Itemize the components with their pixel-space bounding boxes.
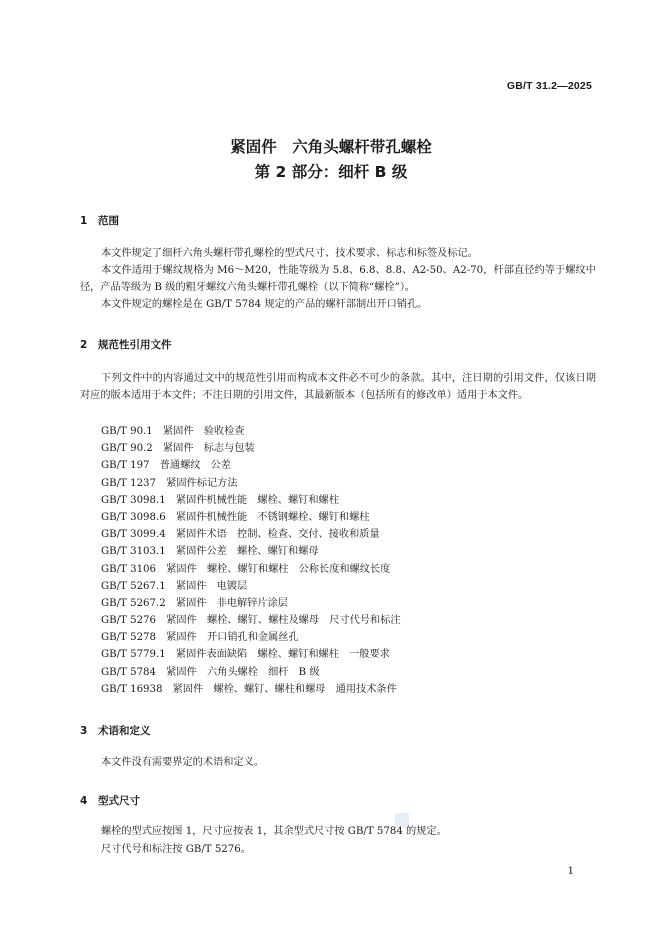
section-number: 2 bbox=[80, 339, 88, 351]
reference-item: GB/T 3103.1 紧固件公差 螺栓、螺钉和螺母 bbox=[101, 546, 319, 558]
reference-item: GB/T 5276 紧固件 螺栓、螺钉、螺柱及螺母 尺寸代号和标注 bbox=[101, 615, 401, 627]
document-code: GB/T 31.2—2025 bbox=[506, 80, 592, 92]
paragraph: 尺寸代号和标注按 GB/T 5276。 bbox=[101, 844, 251, 855]
section-number: 3 bbox=[80, 725, 88, 737]
paragraph: 下列文件中的内容通过文中的规范性引用而构成本文件必不可少的条款。其中，注日期的引用文件，仅该日期对应的版本适用于本文件；不注日期的引用文件，其最新版本（包括所有的修改单）适用于本文件。 bbox=[80, 373, 596, 401]
reference-item: GB/T 5267.2 紧固件 非电解锌片涂层 bbox=[101, 597, 288, 609]
paragraph: 本文件规定的螺栓是在 GB/T 5784 规定的产品的螺杆部制出开口销孔。 bbox=[101, 299, 428, 310]
reference-item: GB/T 1237 紧固件标记方法 bbox=[101, 477, 238, 489]
reference-item: GB/T 3098.6 紧固件机械性能 不锈钢螺栓、螺钉和螺柱 bbox=[101, 511, 370, 523]
reference-list bbox=[101, 423, 401, 698]
section-number: 4 bbox=[80, 795, 88, 807]
paragraph: 本文件规定了细杆六角头螺杆带孔螺栓的型式尺寸、技术要求、标志和标签及标记。 bbox=[101, 248, 478, 259]
section-heading-terms bbox=[80, 723, 151, 738]
reference-item: GB/T 16938 紧固件 螺栓、螺钉、螺柱和螺母 通用技术条件 bbox=[101, 683, 397, 695]
reference-item: GB/T 90.1 紧固件 验收检查 bbox=[101, 426, 245, 437]
reference-item: GB/T 5779.1 紧固件表面缺陷 螺栓、螺钉和螺柱 一般要求 bbox=[101, 649, 390, 661]
section-heading-normative-references bbox=[80, 337, 172, 352]
paragraph: 螺栓的型式应按图 1，尺寸应按表 1，其余型式尺寸按 GB/T 5784 的规定。 bbox=[101, 826, 447, 837]
reference-item: GB/T 5278 紧固件 开口销孔和金属丝孔 bbox=[101, 632, 299, 644]
reference-item: GB/T 3106 紧固件 螺栓、螺钉和螺柱 公称长度和螺纹长度 bbox=[101, 563, 391, 575]
section-heading-scope bbox=[80, 213, 119, 228]
section-title: 规范性引用文件 bbox=[98, 339, 172, 351]
section-heading-dimensions bbox=[80, 793, 140, 808]
reference-item: GB/T 3099.4 紧固件术语 控制、检查、交付、接收和质量 bbox=[101, 529, 380, 541]
document-subtitle: 第 2 部分：细杆 B 级 bbox=[254, 163, 408, 181]
reference-item: GB/T 3098.1 紧固件机械性能 螺栓、螺钉和螺柱 bbox=[101, 494, 339, 506]
reference-item: GB/T 5784 紧固件 六角头螺栓 细杆 B 级 bbox=[101, 666, 320, 678]
paragraph: 本文件适用于螺纹规格为 M6～M20，性能等级为 5.8、6.8、8.8、A2-50、A2-70，杆部直径约等于螺纹中径，产品等级为 B 级的粗牙螺纹六角头螺杆带孔螺栓（以下简称“螺栓”）。 bbox=[80, 265, 596, 293]
reference-item: GB/T 5267.1 紧固件 电镀层 bbox=[101, 580, 248, 592]
section-title: 术语和定义 bbox=[98, 725, 151, 737]
reference-item: GB/T 90.2 紧固件 标志与包装 bbox=[101, 443, 255, 455]
document-title: 紧固件 六角头螺杆带孔螺栓 bbox=[230, 138, 432, 156]
section-title: 范围 bbox=[98, 215, 119, 227]
section-number: 1 bbox=[80, 215, 88, 227]
section-title: 型式尺寸 bbox=[98, 795, 140, 807]
paragraph: 本文件没有需要界定的术语和定义。 bbox=[101, 757, 264, 768]
page-number: 1 bbox=[567, 866, 574, 877]
reference-item: GB/T 197 普通螺纹 公差 bbox=[101, 460, 232, 472]
